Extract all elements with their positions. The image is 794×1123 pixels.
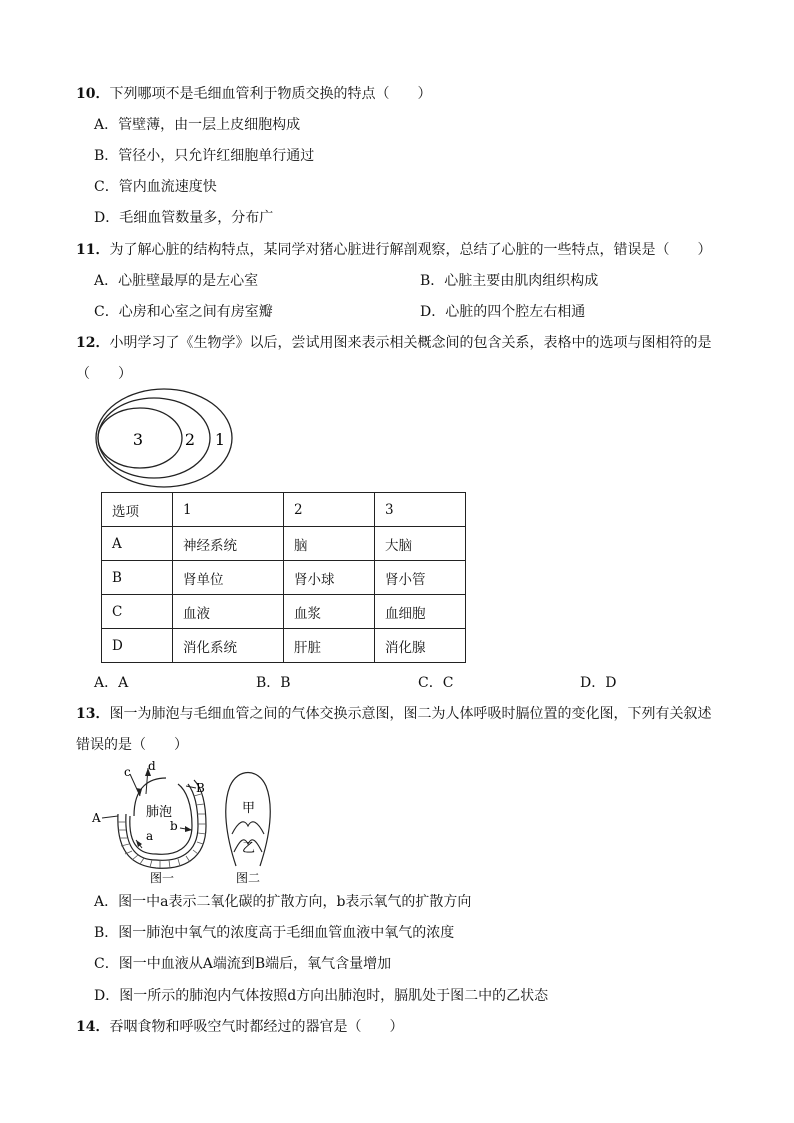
question-number: 13． <box>76 706 110 722</box>
question-stem: 吞咽食物和呼吸空气时都经过的器官是（ ） <box>109 1019 404 1035</box>
table-cell: 3 <box>375 493 466 527</box>
q11-option-a: A．心脏壁最厚的是左心室 <box>94 273 259 289</box>
q10-option-b: B．管径小，只允许红细胞单行通过 <box>94 148 315 164</box>
q10-option-c: C．管内血流速度快 <box>94 179 217 195</box>
question-stem: 为了解心脏的结构特点，某同学对猪心脏进行解剖观察，总结了心脏的一些特点，错误是（ ） <box>109 242 712 258</box>
alveolus-figure <box>90 756 290 886</box>
question-10 <box>76 83 431 103</box>
table-cell: 消化腺 <box>375 629 466 663</box>
label-d: d <box>148 759 156 773</box>
question-14 <box>76 1016 403 1036</box>
table-cell: A <box>102 527 173 561</box>
q10-option-d: D．毛细血管数量多，分布广 <box>94 210 274 226</box>
table-cell: 2 <box>284 493 375 527</box>
fig1-caption: 图一 <box>150 871 175 885</box>
table-row <box>102 561 466 595</box>
table-cell: B <box>102 561 173 595</box>
q13-option-c: C．图一中血液从A端流到B端后，氧气含量增加 <box>94 956 392 972</box>
table-cell: 肾单位 <box>173 561 284 595</box>
table-cell: 肾小球 <box>284 561 375 595</box>
question-number: 12． <box>76 335 110 351</box>
nested-ellipses-diagram <box>94 386 244 490</box>
fig2-caption: 图二 <box>236 871 261 885</box>
table-cell: 1 <box>173 493 284 527</box>
question-13-stem-line2: 错误的是（ ） <box>76 737 188 753</box>
table-cell: 神经系统 <box>173 527 284 561</box>
question-number: 11． <box>76 242 110 258</box>
ellipse-label-3: 3 <box>132 430 144 449</box>
table-cell: 选项 <box>102 493 173 527</box>
table-cell: D <box>102 629 173 663</box>
label-a: a <box>146 829 154 843</box>
table-row <box>102 527 466 561</box>
question-stem: 小明学习了《生物学》以后，尝试用图来表示相关概念间的包含关系，表格中的选项与图相符的是 <box>109 335 712 351</box>
question-12-stem-line2: （ ） <box>76 366 132 382</box>
table-cell: C <box>102 595 173 629</box>
q13-option-a: A．图一中a表示二氧化碳的扩散方向，b表示氧气的扩散方向 <box>94 894 472 910</box>
concept-table <box>101 492 466 663</box>
question-stem: 图一为肺泡与毛细血管之间的气体交换示意图，图二为人体呼吸时膈位置的变化图，下列有关叙述 <box>109 706 712 722</box>
table-row <box>102 595 466 629</box>
question-11 <box>76 239 711 259</box>
q13-option-b: B．图一肺泡中氧气的浓度高于毛细血管血液中氧气的浓度 <box>94 925 455 941</box>
table-cell: 肾小管 <box>375 561 466 595</box>
label-b: b <box>170 819 178 833</box>
ellipse-label-1: 1 <box>214 430 226 449</box>
table-header-row <box>102 493 466 527</box>
table-cell: 消化系统 <box>173 629 284 663</box>
table-cell: 脑 <box>284 527 375 561</box>
q11-option-d: D．心脏的四个腔左右相通 <box>420 304 586 320</box>
q13-option-d: D．图一所示的肺泡内气体按照d方向出肺泡时，膈肌处于图二中的乙状态 <box>94 988 549 1004</box>
q10-option-a: A．管壁薄，由一层上皮细胞构成 <box>94 117 301 133</box>
question-12 <box>76 332 711 352</box>
table-row <box>102 629 466 663</box>
table-cell: 大脑 <box>375 527 466 561</box>
alveolus-label: 肺泡 <box>146 805 173 820</box>
fig2-label-yi: 乙 <box>242 841 256 856</box>
q12-option-d: D．D <box>580 675 617 691</box>
label-B: B <box>196 781 205 795</box>
label-A: A <box>92 811 101 825</box>
table-cell: 血细胞 <box>375 595 466 629</box>
question-stem: 下列哪项不是毛细血管利于物质交换的特点（ ） <box>109 86 432 102</box>
label-c: c <box>124 765 131 779</box>
q12-option-a: A．A <box>94 675 129 691</box>
table-cell: 血液 <box>173 595 284 629</box>
question-13 <box>76 703 711 723</box>
table-cell: 血浆 <box>284 595 375 629</box>
q12-option-c: C．C <box>418 675 454 691</box>
fig2-label-jia: 甲 <box>242 801 256 816</box>
q11-option-c: C．心房和心室之间有房室瓣 <box>94 304 273 320</box>
ellipse-label-2: 2 <box>184 430 196 449</box>
question-number: 14． <box>76 1019 110 1035</box>
q11-option-b: B．心脏主要由肌肉组织构成 <box>420 273 599 289</box>
table-cell: 肝脏 <box>284 629 375 663</box>
question-number: 10． <box>76 86 110 102</box>
q12-option-b: B．B <box>256 675 291 691</box>
